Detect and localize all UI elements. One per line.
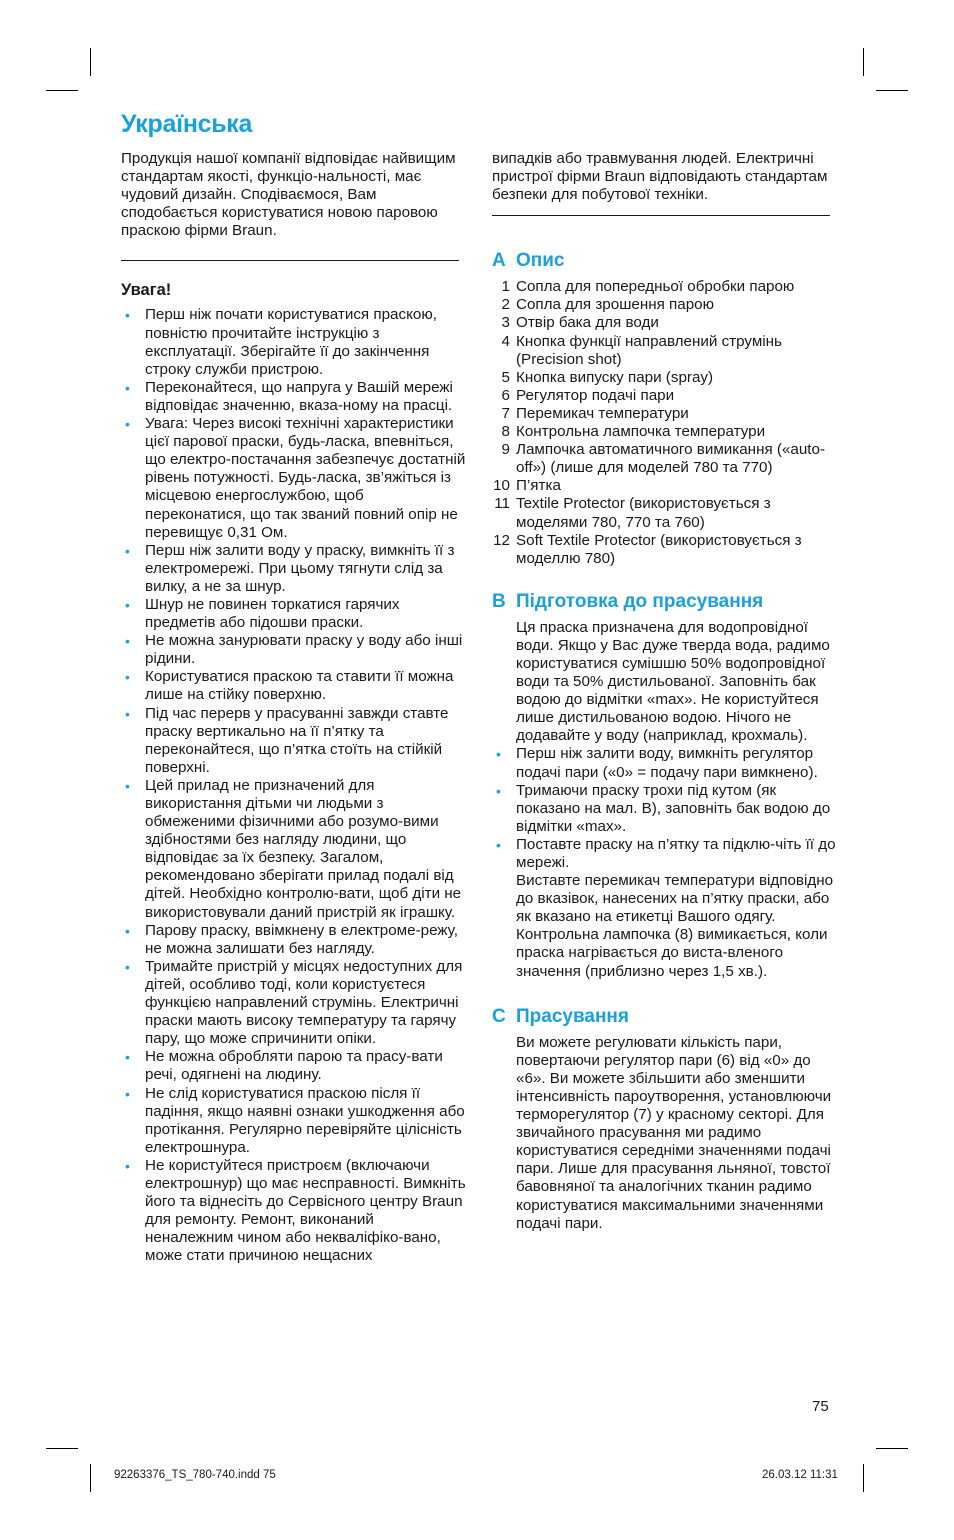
crop-mark <box>90 48 91 76</box>
warning-list <box>121 306 466 1265</box>
warning-continuation: випадків або травмування людей. Електричні пристрої фірми Braun відповідають стандартам безпеки для побутової техніки. <box>492 150 828 204</box>
right-column <box>492 150 837 1233</box>
bullet-icon: • <box>496 746 501 763</box>
divider <box>492 215 830 216</box>
bullet-icon: • <box>125 416 130 433</box>
section-letter: C <box>492 1005 506 1027</box>
list-item: • Парову праску, ввімкнену в електроме-режу, не можна залишати без нагляду. <box>125 921 458 957</box>
bullet-icon: • <box>125 596 130 613</box>
bullet-icon: • <box>125 705 130 722</box>
bullet-icon: • <box>125 1049 130 1066</box>
list-item: 7 Перемикач температури <box>501 404 689 422</box>
section-b-paragraph: Виставте перемикач температури відповідно до вказівок, нанесених на п’ятку праски, або як вказано на етикетці Вашого одягу. <box>516 872 834 926</box>
intro-paragraph: Продукція нашої компанії відповідає найвищим стандартам якості, функціо-нальності, має чудовий дизайн. Сподіваємося, Вам сподобається користуватися новою паровою праскою фірми Braun. <box>121 150 456 240</box>
list-item: • Користуватися праскою та ставити її можна лише на стійку поверхню. <box>125 668 454 704</box>
list-item: • Не слід користуватися праскою після її падіння, якщо наявні ознаки ушкодження або протікання. Регулярно перевіряйте цілісність електрошнура. <box>125 1084 465 1156</box>
bullet-icon: • <box>125 777 130 794</box>
crop-mark <box>876 90 908 91</box>
spacer <box>492 981 837 1006</box>
bullet-icon: • <box>125 633 130 650</box>
page-number: 75 <box>812 1398 829 1415</box>
list-item: • Тримайте пристрій у місцях недоступних для дітей, особливо тоді, коли користуєтеся функцією направлений струмінь. Електричні праски мають високу температуру та гарячу пару, що може спричинити опіки. <box>125 957 463 1048</box>
section-b-heading <box>492 591 837 613</box>
crop-mark <box>876 1448 908 1449</box>
list-item: 10 П’ятка <box>493 477 561 495</box>
section-letter: B <box>492 590 506 612</box>
bullet-icon: • <box>496 836 501 853</box>
divider <box>121 260 459 261</box>
list-item: • Поставте праску на п’ятку та підклю-чіть її до мережі. <box>496 835 836 871</box>
list-item: • Переконайтеся, що напруга у Вашій мережі відповідає значенню, вказа-ному на прасці. <box>125 378 453 414</box>
list-item: 6 Регулятор подачі пари <box>501 386 675 404</box>
section-title: Прасування <box>516 1005 629 1027</box>
list-item: 2 Сопла для зрошення парою <box>501 296 714 314</box>
section-c-heading <box>492 1006 837 1028</box>
list-item: • Цей прилад не призначений для використання дітьми чи людьми з обмеженими фізичними або розумо-вими здібностями без нагляду людини, що відповідає за їх безпеку. Загалом, рекомендовано зберігати прилад подалі від дітей. Необхідно контролю-вати, щоб діти не використовували даний пристрій як іграшку. <box>125 776 462 921</box>
section-title: Підготовка до прасування <box>516 590 764 612</box>
section-letter: A <box>492 250 506 272</box>
left-column <box>121 150 466 1265</box>
footer-date: 26.03.12 11:31 <box>762 1469 838 1481</box>
list-item: • Перш ніж залити воду, вимкніть регулятор подачі пари («0» = подачу пари вимкнено). <box>496 745 818 781</box>
list-item: 3 Отвір бака для води <box>501 314 659 332</box>
list-item: • Шнур не повинен торкатися гарячих предметів або підошви праски. <box>125 595 400 632</box>
list-item: • Тримаючи праску трохи під кутом (як показано на мал. B), заповніть бак водою до відмітки «max». <box>496 781 831 835</box>
section-title: Опис <box>516 250 565 272</box>
bullet-icon: • <box>125 379 130 396</box>
section-b-paragraph: Контрольна лампочка (8) вимикається, коли праска нагрівається до виста-вленого значення (приблизно через 1,5 хв.). <box>516 926 828 980</box>
bullet-icon: • <box>125 1157 130 1174</box>
list-item: • Не користуйтеся пристроєм (включаючи електрошнур) що має несправності. Вимкніть його та віднесіть до Сервісного центру Braun для ремонту. Ремонт, виконаний неналежним чином або некваліфіко-вано, може стати причиною нещасних <box>125 1156 466 1265</box>
crop-mark <box>863 1464 864 1492</box>
list-item: • Перш ніж залити воду у праску, вимкніть її з електромережі. При цьому тягнути слід за вилку, а не за шнур. <box>125 541 455 595</box>
list-item: • Не можна обробляти парою та прасу-вати речі, одягнені на людину. <box>125 1048 443 1084</box>
bullet-icon: • <box>496 782 501 799</box>
section-b-list <box>492 745 837 872</box>
list-item: 4 Кнопка функції направлений струмінь (Precision shot) <box>501 332 782 368</box>
bullet-icon: • <box>125 542 130 559</box>
spacer <box>492 568 837 591</box>
list-item: • Не можна занурювати праску у воду або інші рідини. <box>125 632 463 668</box>
bullet-icon: • <box>125 669 130 686</box>
bullet-icon: • <box>125 922 130 939</box>
crop-mark <box>863 48 864 76</box>
parts-list <box>492 278 837 568</box>
section-a-heading <box>492 250 837 272</box>
list-item: 5 Кнопка випуску пари (spray) <box>501 368 714 386</box>
bullet-icon: • <box>125 958 130 975</box>
list-item: 1 Сопла для попередньої обробки парою <box>501 278 795 296</box>
list-item: 8 Контрольна лампочка температури <box>501 423 766 441</box>
bullet-icon: • <box>125 307 130 324</box>
list-item: • Перш ніж почати користуватися праскою, повністю прочитайте інструкцію з експлуатації. Зберігайте її до закінчення строку служби пристрою. <box>125 306 437 378</box>
page-title: Українська <box>121 110 253 138</box>
section-b-intro: Ця праска призначена для водопровідної води. Якщо у Вас дуже тверда вода, радимо користуватися сумішшю 50% водопровідної води та 50% дистильованої. Заповніть бак водою до відмітки «max». Не користуйтеся лише дистильованою водою. Нічого не додавайте у воду (наприклад, крохмаль). <box>516 618 830 745</box>
warning-heading: Увага! <box>121 281 172 300</box>
crop-mark <box>46 1448 78 1449</box>
list-item: 11 Textile Protector (використовується з моделями 780, 770 та 760) <box>494 495 771 531</box>
list-item: • Під час перерв у прасуванні завжди ставте праску вертикально на її п’ятку та переконайтеся, що п’ятка стоїть на стійкій поверхні. <box>125 704 449 776</box>
list-item: • Увага: Через високі технічні характеристики цієї парової праски, будь-ласка, впевніться, що електро-постачання забезпечує достатній рівень потужності. Будь-ласка, зв’яжіться із місцевою енергослужбою, щоб переконатися, що так званий повний опір не перевищує 0,31 Ом. <box>125 415 466 541</box>
footer-file-info: 92263376_TS_780-740.indd 75 <box>114 1469 276 1481</box>
list-item: 12 Soft Textile Protector (використовується з моделлю 780) <box>493 531 802 567</box>
bullet-icon: • <box>125 1085 130 1102</box>
list-item: 9 Лампочка автоматичного вимикання («auto-off») (лише для моделей 780 та 770) <box>501 441 826 477</box>
crop-mark <box>46 90 78 91</box>
section-c-text: Ви можете регулювати кількість пари, повертаючи регулятор пари (6) від «0» до «6». Ви можете збільшити або зменшити інтенсивність пароутворення, установлюючи терморегулятор (7) у красному секторі. Для звичайного прасування ми радимо користуватися середніми значеннями подачі пари. Лише для прасування льняної, товстої бавовняної та аналогічних тканин радимо користуватися максимальними значеннями подачі пари. <box>516 1033 832 1232</box>
crop-mark <box>90 1464 91 1492</box>
